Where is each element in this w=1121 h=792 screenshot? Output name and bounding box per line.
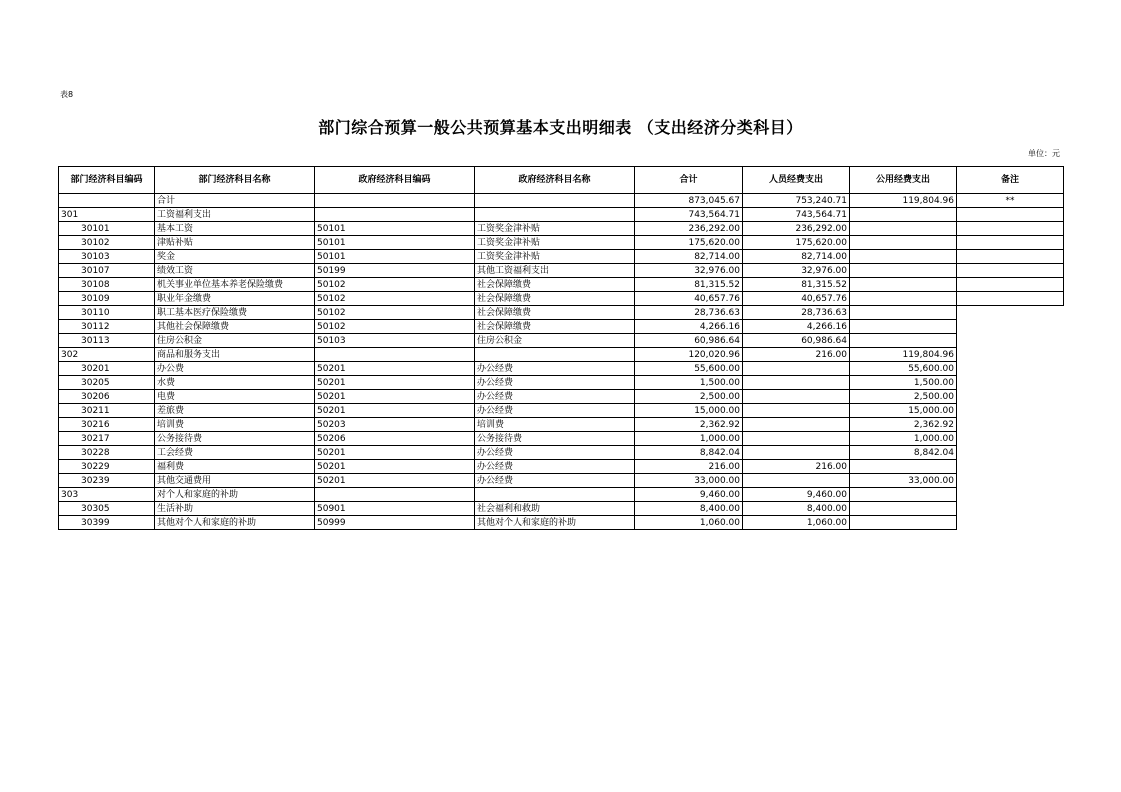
table-row bbox=[59, 236, 1064, 250]
public-cell bbox=[850, 306, 957, 320]
gov-code-cell bbox=[315, 194, 475, 208]
public-cell bbox=[850, 334, 957, 348]
personnel-cell bbox=[743, 418, 850, 432]
personnel-cell: 216.00 bbox=[743, 348, 850, 362]
gov-name-cell: 社会保障缴费 bbox=[475, 320, 635, 334]
dept-name-cell: 福利费 bbox=[155, 460, 315, 474]
dept-code-cell: 30239 bbox=[59, 474, 155, 488]
note-cell bbox=[957, 250, 1064, 264]
gov-code-cell: 50201 bbox=[315, 376, 475, 390]
dept-name-cell: 津贴补贴 bbox=[155, 236, 315, 250]
total-cell: 60,986.64 bbox=[635, 334, 743, 348]
personnel-cell bbox=[743, 404, 850, 418]
gov-code-cell: 50201 bbox=[315, 460, 475, 474]
personnel-cell bbox=[743, 362, 850, 376]
dept-name-cell: 生活补助 bbox=[155, 502, 315, 516]
gov-name-cell: 公务接待费 bbox=[475, 432, 635, 446]
unit-label: 单位：元 bbox=[1028, 149, 1060, 158]
dept-name-cell: 职工基本医疗保险缴费 bbox=[155, 306, 315, 320]
public-cell: 1,500.00 bbox=[850, 376, 957, 390]
gov-code-cell: 50201 bbox=[315, 362, 475, 376]
total-cell: 32,976.00 bbox=[635, 264, 743, 278]
total-cell: 1,500.00 bbox=[635, 376, 743, 390]
public-cell: 33,000.00 bbox=[850, 474, 957, 488]
table-header bbox=[59, 167, 1064, 194]
dept-name-cell: 工会经费 bbox=[155, 446, 315, 460]
note-cell bbox=[957, 516, 1064, 530]
note-cell bbox=[957, 208, 1064, 222]
page-title: 部门综合预算一般公共预算基本支出明细表 （支出经济分类科目） bbox=[318, 118, 803, 137]
total-cell: 873,045.67 bbox=[635, 194, 743, 208]
dept-code-cell: 30110 bbox=[59, 306, 155, 320]
dept-name-cell: 基本工资 bbox=[155, 222, 315, 236]
table-row bbox=[59, 334, 1064, 348]
gov-code-cell: 50901 bbox=[315, 502, 475, 516]
dept-code-cell: 30206 bbox=[59, 390, 155, 404]
dept-name-cell: 办公费 bbox=[155, 362, 315, 376]
table-row bbox=[59, 264, 1064, 278]
public-cell bbox=[850, 488, 957, 502]
dept-name-cell: 差旅费 bbox=[155, 404, 315, 418]
note-cell bbox=[957, 418, 1064, 432]
personnel-cell: 9,460.00 bbox=[743, 488, 850, 502]
personnel-cell: 743,564.71 bbox=[743, 208, 850, 222]
table-row bbox=[59, 390, 1064, 404]
gov-name-cell bbox=[475, 208, 635, 222]
gov-code-cell: 50999 bbox=[315, 516, 475, 530]
dept-name-cell: 绩效工资 bbox=[155, 264, 315, 278]
gov-code-cell: 50201 bbox=[315, 446, 475, 460]
dept-code-cell: 30211 bbox=[59, 404, 155, 418]
note-cell bbox=[957, 390, 1064, 404]
header-gov-code: 政府经济科目编码 bbox=[315, 167, 475, 194]
note-cell bbox=[957, 334, 1064, 348]
gov-code-cell: 50201 bbox=[315, 474, 475, 488]
note-cell bbox=[957, 278, 1064, 292]
note-cell bbox=[957, 320, 1064, 334]
total-cell: 120,020.96 bbox=[635, 348, 743, 362]
gov-name-cell: 社会福利和救助 bbox=[475, 502, 635, 516]
gov-code-cell: 50101 bbox=[315, 222, 475, 236]
table-row bbox=[59, 418, 1064, 432]
dept-name-cell: 水费 bbox=[155, 376, 315, 390]
dept-code-cell: 30205 bbox=[59, 376, 155, 390]
total-cell: 2,362.92 bbox=[635, 418, 743, 432]
gov-code-cell bbox=[315, 488, 475, 502]
dept-code-cell: 30229 bbox=[59, 460, 155, 474]
table-row bbox=[59, 194, 1064, 208]
table-row bbox=[59, 208, 1064, 222]
gov-code-cell: 50199 bbox=[315, 264, 475, 278]
dept-code-cell: 30113 bbox=[59, 334, 155, 348]
public-cell bbox=[850, 278, 957, 292]
total-cell: 55,600.00 bbox=[635, 362, 743, 376]
table-row bbox=[59, 292, 1064, 306]
table-row bbox=[59, 516, 1064, 530]
budget-table bbox=[58, 166, 1064, 530]
note-cell bbox=[957, 376, 1064, 390]
dept-code-cell: 30305 bbox=[59, 502, 155, 516]
dept-code-cell: 30108 bbox=[59, 278, 155, 292]
dept-name-cell: 其他对个人和家庭的补助 bbox=[155, 516, 315, 530]
dept-code-cell: 301 bbox=[59, 208, 155, 222]
table-row bbox=[59, 222, 1064, 236]
table-row bbox=[59, 306, 1064, 320]
table-body bbox=[59, 194, 1064, 530]
table-row bbox=[59, 376, 1064, 390]
dept-name-cell: 其他社会保障缴费 bbox=[155, 320, 315, 334]
note-cell: ** bbox=[957, 194, 1064, 208]
gov-name-cell: 其他对个人和家庭的补助 bbox=[475, 516, 635, 530]
dept-code-cell: 30112 bbox=[59, 320, 155, 334]
public-cell bbox=[850, 292, 957, 306]
dept-name-cell: 对个人和家庭的补助 bbox=[155, 488, 315, 502]
gov-name-cell: 工资奖金津补贴 bbox=[475, 236, 635, 250]
public-cell bbox=[850, 516, 957, 530]
table-row bbox=[59, 474, 1064, 488]
gov-code-cell: 50203 bbox=[315, 418, 475, 432]
dept-code-cell: 30101 bbox=[59, 222, 155, 236]
note-cell bbox=[957, 404, 1064, 418]
gov-code-cell bbox=[315, 208, 475, 222]
gov-name-cell: 工资奖金津补贴 bbox=[475, 222, 635, 236]
table-row bbox=[59, 432, 1064, 446]
dept-code-cell: 302 bbox=[59, 348, 155, 362]
dept-name-cell: 公务接待费 bbox=[155, 432, 315, 446]
table-row bbox=[59, 278, 1064, 292]
total-cell: 175,620.00 bbox=[635, 236, 743, 250]
note-cell bbox=[957, 446, 1064, 460]
gov-name-cell: 其他工资福利支出 bbox=[475, 264, 635, 278]
table-number: 表8 bbox=[60, 90, 74, 99]
gov-name-cell bbox=[475, 348, 635, 362]
total-cell: 40,657.76 bbox=[635, 292, 743, 306]
note-cell bbox=[957, 222, 1064, 236]
public-cell: 2,500.00 bbox=[850, 390, 957, 404]
gov-name-cell bbox=[475, 194, 635, 208]
header-public: 公用经费支出 bbox=[850, 167, 957, 194]
total-cell: 15,000.00 bbox=[635, 404, 743, 418]
total-cell: 236,292.00 bbox=[635, 222, 743, 236]
gov-code-cell: 50102 bbox=[315, 320, 475, 334]
note-cell bbox=[957, 432, 1064, 446]
dept-code-cell: 303 bbox=[59, 488, 155, 502]
public-cell bbox=[850, 236, 957, 250]
table-row bbox=[59, 250, 1064, 264]
personnel-cell: 4,266.16 bbox=[743, 320, 850, 334]
public-cell bbox=[850, 502, 957, 516]
gov-name-cell bbox=[475, 488, 635, 502]
gov-name-cell: 社会保障缴费 bbox=[475, 292, 635, 306]
personnel-cell: 8,400.00 bbox=[743, 502, 850, 516]
gov-name-cell: 住房公积金 bbox=[475, 334, 635, 348]
table-row bbox=[59, 502, 1064, 516]
dept-code-cell: 30216 bbox=[59, 418, 155, 432]
note-cell bbox=[957, 236, 1064, 250]
header-row bbox=[59, 167, 1064, 194]
dept-code-cell: 30399 bbox=[59, 516, 155, 530]
gov-code-cell: 50102 bbox=[315, 292, 475, 306]
gov-code-cell bbox=[315, 348, 475, 362]
public-cell: 2,362.92 bbox=[850, 418, 957, 432]
gov-name-cell: 工资奖金津补贴 bbox=[475, 250, 635, 264]
table-row bbox=[59, 348, 1064, 362]
personnel-cell: 82,714.00 bbox=[743, 250, 850, 264]
total-cell: 1,000.00 bbox=[635, 432, 743, 446]
dept-name-cell: 奖金 bbox=[155, 250, 315, 264]
header-total: 合计 bbox=[635, 167, 743, 194]
note-cell bbox=[957, 488, 1064, 502]
personnel-cell: 81,315.52 bbox=[743, 278, 850, 292]
gov-name-cell: 办公经费 bbox=[475, 390, 635, 404]
total-cell: 9,460.00 bbox=[635, 488, 743, 502]
gov-code-cell: 50201 bbox=[315, 390, 475, 404]
note-cell bbox=[957, 362, 1064, 376]
dept-name-cell: 电费 bbox=[155, 390, 315, 404]
note-cell bbox=[957, 474, 1064, 488]
personnel-cell bbox=[743, 446, 850, 460]
public-cell: 119,804.96 bbox=[850, 348, 957, 362]
personnel-cell: 175,620.00 bbox=[743, 236, 850, 250]
table-row bbox=[59, 362, 1064, 376]
dept-name-cell: 住房公积金 bbox=[155, 334, 315, 348]
gov-code-cell: 50102 bbox=[315, 278, 475, 292]
gov-name-cell: 办公经费 bbox=[475, 404, 635, 418]
personnel-cell bbox=[743, 474, 850, 488]
gov-name-cell: 办公经费 bbox=[475, 362, 635, 376]
dept-code-cell: 30217 bbox=[59, 432, 155, 446]
table-row bbox=[59, 320, 1064, 334]
total-cell: 33,000.00 bbox=[635, 474, 743, 488]
table-row bbox=[59, 460, 1064, 474]
header-gov-name: 政府经济科目名称 bbox=[475, 167, 635, 194]
personnel-cell: 32,976.00 bbox=[743, 264, 850, 278]
total-cell: 216.00 bbox=[635, 460, 743, 474]
total-cell: 81,315.52 bbox=[635, 278, 743, 292]
personnel-cell: 236,292.00 bbox=[743, 222, 850, 236]
personnel-cell: 60,986.64 bbox=[743, 334, 850, 348]
gov-name-cell: 社会保障缴费 bbox=[475, 278, 635, 292]
gov-name-cell: 社会保障缴费 bbox=[475, 306, 635, 320]
total-cell: 2,500.00 bbox=[635, 390, 743, 404]
gov-code-cell: 50102 bbox=[315, 306, 475, 320]
dept-code-cell: 30228 bbox=[59, 446, 155, 460]
dept-name-cell: 合计 bbox=[155, 194, 315, 208]
gov-code-cell: 50103 bbox=[315, 334, 475, 348]
personnel-cell: 40,657.76 bbox=[743, 292, 850, 306]
gov-name-cell: 办公经费 bbox=[475, 376, 635, 390]
header-dept-code: 部门经济科目编码 bbox=[59, 167, 155, 194]
dept-code-cell: 30103 bbox=[59, 250, 155, 264]
total-cell: 82,714.00 bbox=[635, 250, 743, 264]
table-row bbox=[59, 404, 1064, 418]
dept-code-cell: 30107 bbox=[59, 264, 155, 278]
note-cell bbox=[957, 306, 1064, 320]
gov-name-cell: 培训费 bbox=[475, 418, 635, 432]
total-cell: 4,266.16 bbox=[635, 320, 743, 334]
header-personnel: 人员经费支出 bbox=[743, 167, 850, 194]
personnel-cell: 753,240.71 bbox=[743, 194, 850, 208]
dept-code-cell: 30109 bbox=[59, 292, 155, 306]
personnel-cell: 216.00 bbox=[743, 460, 850, 474]
total-cell: 28,736.63 bbox=[635, 306, 743, 320]
dept-name-cell: 职业年金缴费 bbox=[155, 292, 315, 306]
gov-name-cell: 办公经费 bbox=[475, 460, 635, 474]
public-cell bbox=[850, 222, 957, 236]
dept-name-cell: 机关事业单位基本养老保险缴费 bbox=[155, 278, 315, 292]
note-cell bbox=[957, 502, 1064, 516]
dept-name-cell: 工资福利支出 bbox=[155, 208, 315, 222]
gov-code-cell: 50201 bbox=[315, 404, 475, 418]
public-cell bbox=[850, 320, 957, 334]
note-cell bbox=[957, 264, 1064, 278]
personnel-cell bbox=[743, 432, 850, 446]
note-cell bbox=[957, 292, 1064, 306]
total-cell: 8,842.04 bbox=[635, 446, 743, 460]
public-cell bbox=[850, 460, 957, 474]
gov-code-cell: 50101 bbox=[315, 236, 475, 250]
note-cell bbox=[957, 460, 1064, 474]
personnel-cell: 1,060.00 bbox=[743, 516, 850, 530]
dept-name-cell: 其他交通费用 bbox=[155, 474, 315, 488]
header-dept-name: 部门经济科目名称 bbox=[155, 167, 315, 194]
gov-code-cell: 50206 bbox=[315, 432, 475, 446]
public-cell: 8,842.04 bbox=[850, 446, 957, 460]
dept-code-cell: 30201 bbox=[59, 362, 155, 376]
gov-name-cell: 办公经费 bbox=[475, 474, 635, 488]
public-cell: 15,000.00 bbox=[850, 404, 957, 418]
total-cell: 1,060.00 bbox=[635, 516, 743, 530]
personnel-cell bbox=[743, 390, 850, 404]
public-cell bbox=[850, 250, 957, 264]
total-cell: 8,400.00 bbox=[635, 502, 743, 516]
public-cell: 1,000.00 bbox=[850, 432, 957, 446]
note-cell bbox=[957, 348, 1064, 362]
dept-code-cell: 30102 bbox=[59, 236, 155, 250]
personnel-cell: 28,736.63 bbox=[743, 306, 850, 320]
public-cell bbox=[850, 208, 957, 222]
gov-code-cell: 50101 bbox=[315, 250, 475, 264]
dept-code-cell bbox=[59, 194, 155, 208]
personnel-cell bbox=[743, 376, 850, 390]
public-cell: 119,804.96 bbox=[850, 194, 957, 208]
header-note: 备注 bbox=[957, 167, 1064, 194]
total-cell: 743,564.71 bbox=[635, 208, 743, 222]
public-cell: 55,600.00 bbox=[850, 362, 957, 376]
public-cell bbox=[850, 264, 957, 278]
dept-name-cell: 培训费 bbox=[155, 418, 315, 432]
gov-name-cell: 办公经费 bbox=[475, 446, 635, 460]
dept-name-cell: 商品和服务支出 bbox=[155, 348, 315, 362]
table-row bbox=[59, 446, 1064, 460]
table-row bbox=[59, 488, 1064, 502]
